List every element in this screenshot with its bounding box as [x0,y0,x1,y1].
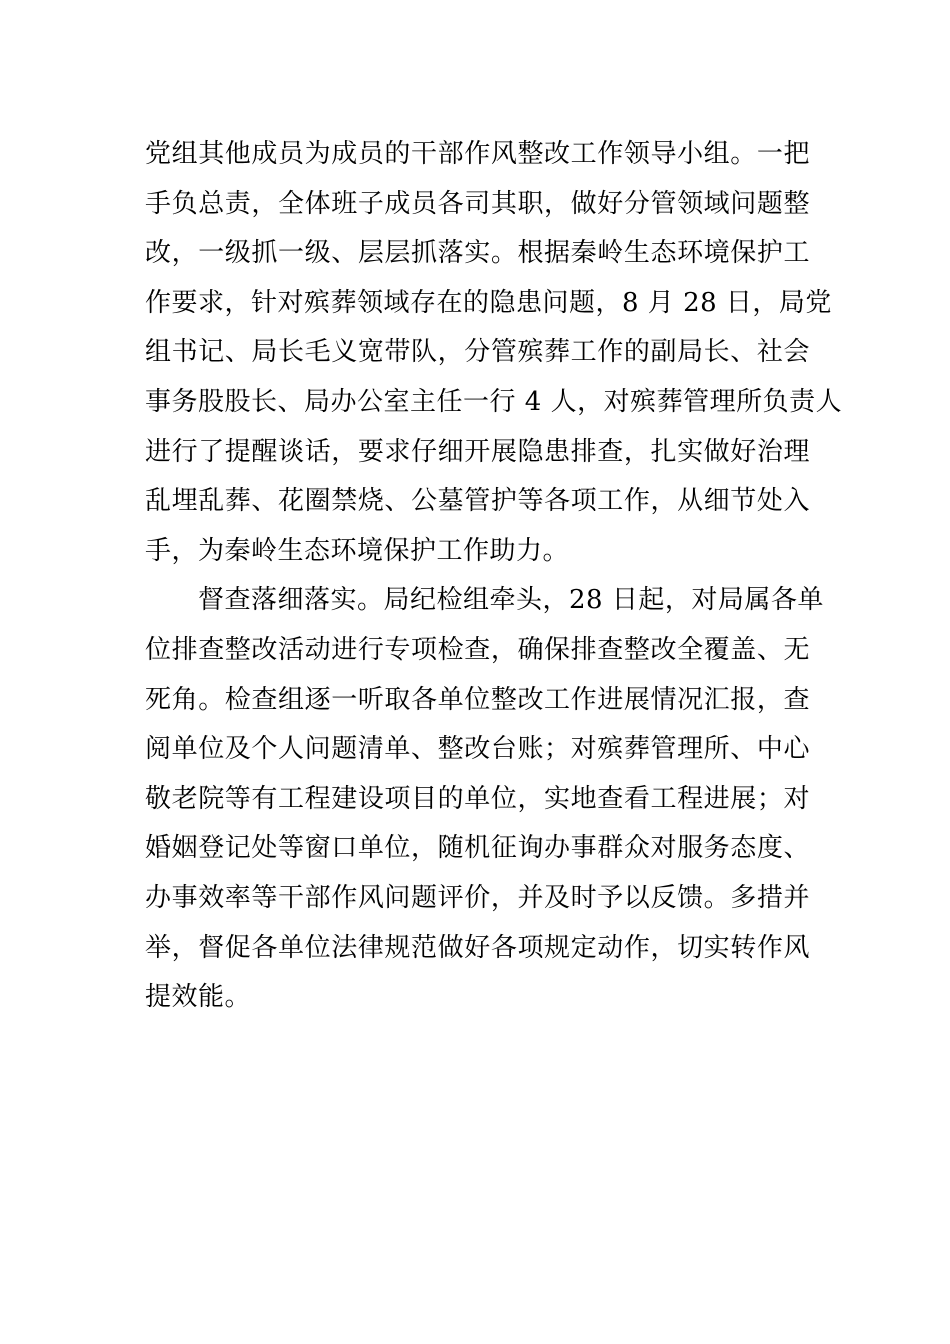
paragraph-2 [145,576,824,1022]
text-line: 举，督促各单位法律规范做好各项规定动作，切实转作风 [145,932,810,963]
text-line: 督查落细落实。局纪检组牵头，28 日起，对局属各单 [145,585,824,616]
text-line: 死角。检查组逐一听取各单位整改工作进展情况汇报，查 [145,684,810,715]
text-line: 位排查整改活动进行专项检查，确保排查整改全覆盖、无 [145,634,810,665]
paragraph-1 [145,130,843,576]
text-line: 办事效率等干部作风问题评价，并及时予以反馈。多措并 [145,882,810,913]
text-line: 组书记、局长毛义宽带队，分管殡葬工作的副局长、社会 [145,337,810,368]
text-line: 改，一级抓一级、层层抓落实。根据秦岭生态环境保护工 [145,238,810,269]
text-line: 敬老院等有工程建设项目的单位，实地查看工程进展；对 [145,783,810,814]
text-line: 婚姻登记处等窗口单位，随机征询办事群众对服务态度、 [145,833,810,864]
document-body [145,130,843,1023]
text-line: 作要求，针对殡葬领域存在的隐患问题，8 月 28 日，局党 [145,287,832,318]
text-line: 事务股股长、局办公室主任一行 4 人，对殡葬管理所负责人 [145,386,843,417]
text-line: 阅单位及个人问题清单、整改台账；对殡葬管理所、中心 [145,734,810,765]
text-line: 手，为秦岭生态环境保护工作助力。 [145,535,570,566]
text-line: 进行了提醒谈话，要求仔细开展隐患排查，扎实做好治理 [145,436,810,467]
text-line: 提效能。 [145,982,252,1013]
text-line: 党组其他成员为成员的干部作风整改工作领导小组。一把 [145,139,810,169]
text-line: 手负总责，全体班子成员各司其职，做好分管领域问题整 [145,188,810,219]
text-line: 乱埋乱葬、花圈禁烧、公墓管护等各项工作，从细节处入 [145,486,810,517]
